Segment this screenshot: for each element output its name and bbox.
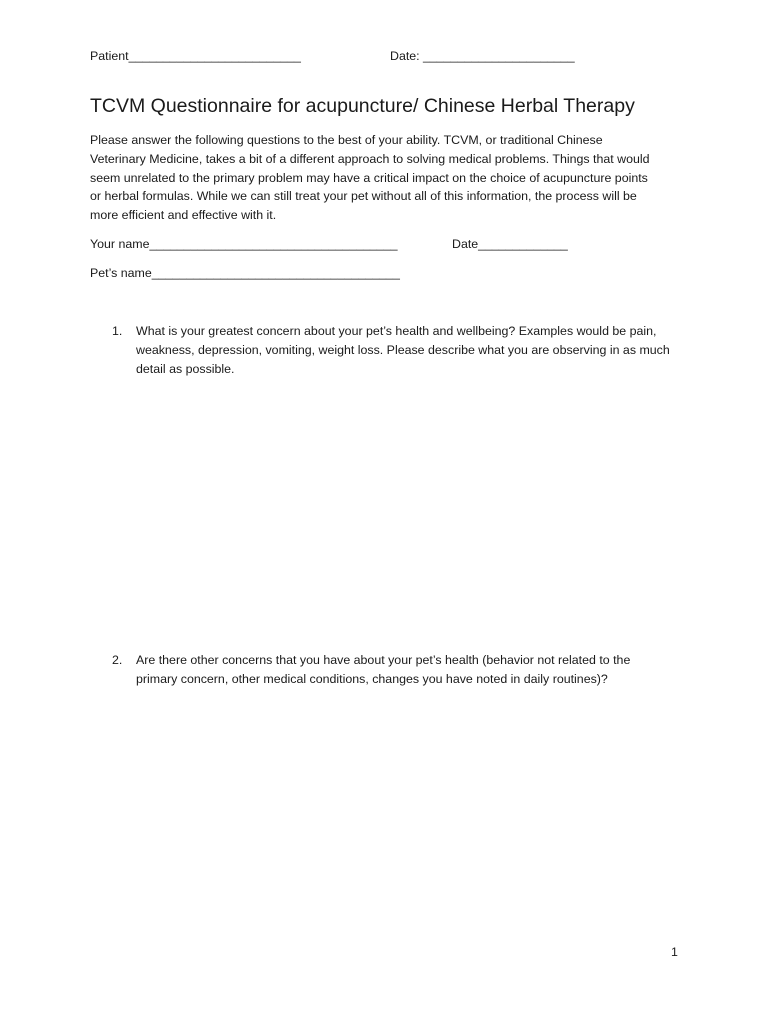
- intro-line: seem unrelated to the primary problem may have a critical impact on the choice of acupuncture points: [90, 170, 648, 185]
- question-text: [136, 322, 670, 380]
- patient-field[interactable]: Patient_________________________: [90, 49, 301, 63]
- date-field-2[interactable]: Date_____________: [452, 237, 568, 251]
- question-number: 1.: [112, 324, 123, 338]
- question-line: What is your greatest concern about your pet’s health and wellbeing? Examples would be pain,: [136, 324, 657, 338]
- page-title: TCVM Questionnaire for acupuncture/ Chinese Herbal Therapy: [90, 95, 635, 117]
- question-text: [136, 651, 630, 689]
- intro-line: Please answer the following questions to the best of your ability. TCVM, or traditional Chinese: [90, 133, 603, 147]
- intro-paragraph: [90, 131, 690, 225]
- question-number: 2.: [112, 653, 123, 667]
- question-line: detail as possible.: [136, 362, 235, 377]
- your-name-field[interactable]: Your name____________________________________: [90, 237, 398, 251]
- intro-line: or herbal formulas. While we can still treat your pet without all of this information, the process will be: [90, 189, 637, 204]
- date-field[interactable]: Date: ______________________: [390, 49, 575, 63]
- pet-name-field[interactable]: Pet’s name____________________________________: [90, 266, 400, 280]
- question-line: primary concern, other medical conditions, changes you have noted in daily routines)?: [136, 672, 608, 687]
- intro-line: Veterinary Medicine, takes a bit of a different approach to solving medical problems. Things that would: [90, 151, 650, 166]
- page-number: 1: [671, 945, 678, 959]
- intro-line: more efficient and effective with it.: [90, 208, 277, 223]
- question-line: Are there other concerns that you have about your pet’s health (behavior not related to the: [136, 653, 631, 667]
- question-line: weakness, depression, vomiting, weight loss. Please describe what you are observing in as much: [136, 343, 670, 358]
